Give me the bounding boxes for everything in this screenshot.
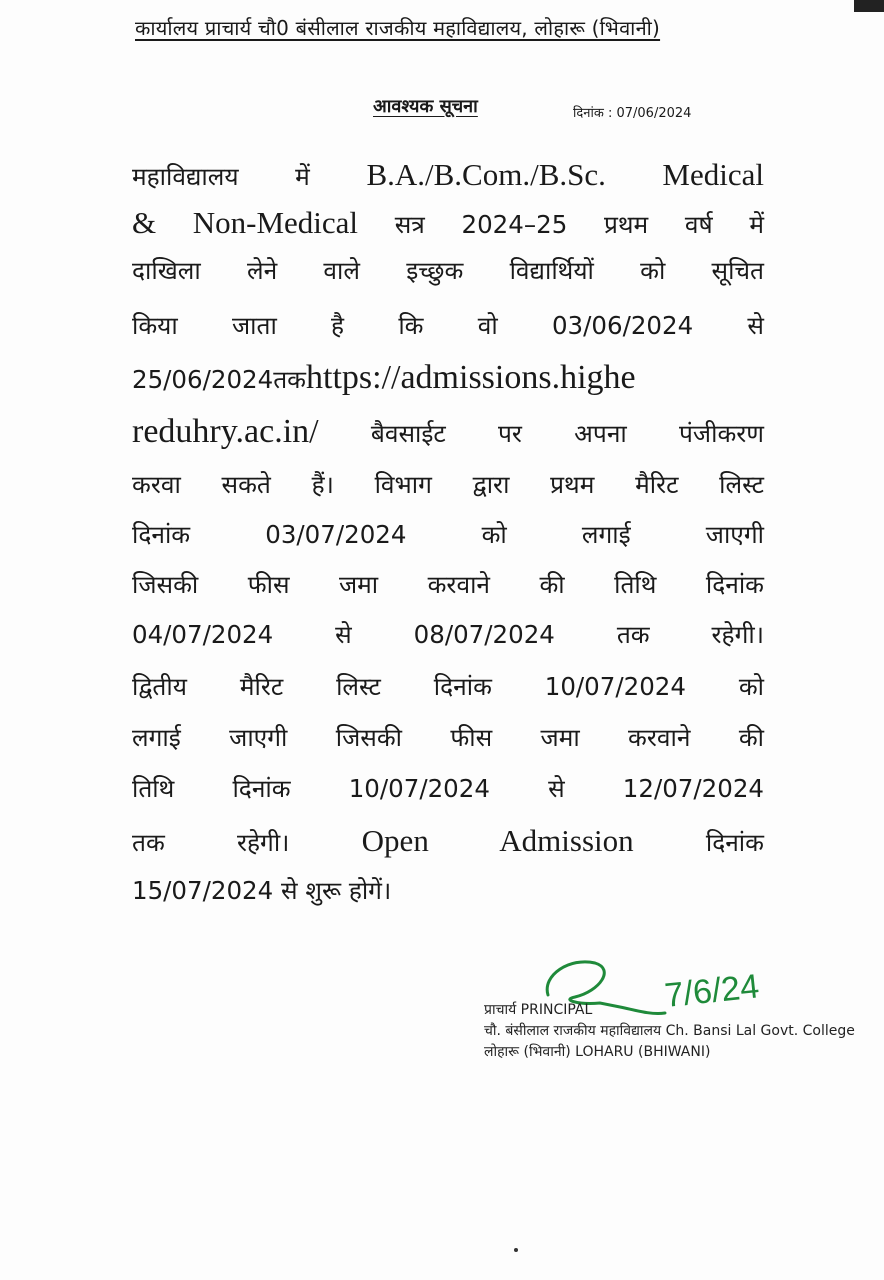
body-text-segment: 15/07/2024 से शुरू होगें।: [132, 876, 392, 905]
body-text-segment: दिनांक: [705, 828, 764, 857]
stamp-location: लोहारू (भिवानी) LOHARU (BHIWANI): [484, 1044, 711, 1060]
body-line: [132, 407, 764, 457]
body-text-segment: 04/07/2024 से 08/07/2024 तक रहेगी।: [132, 620, 764, 649]
signature-date: 7/6/24: [662, 967, 761, 1015]
body-line: [132, 353, 764, 403]
stamp-designation: प्राचार्य PRINCIPAL: [484, 1002, 593, 1018]
office-header: कार्यालय प्राचार्य चौ0 बंसीलाल राजकीय महाविद्यालय, लोहारू (भिवानी): [135, 16, 661, 40]
body-text-segment: 25/06/2024तक: [132, 365, 306, 394]
body-line: [132, 246, 764, 296]
admission-portal-link[interactable]: https://admissions.highe: [306, 359, 636, 396]
body-text-segment: दाखिला लेने वाले इच्छुक विद्यार्थियों को सूचित: [132, 256, 764, 285]
body-text-segment: द्वितीय मैरिट लिस्ट दिनांक 10/07/2024 को: [132, 672, 764, 701]
stamp-college: चौ. बंसीलाल राजकीय महाविद्यालय Ch. Bansi Lal Govt. College: [484, 1023, 855, 1039]
body-line: [132, 301, 764, 351]
body-line: [132, 150, 764, 200]
body-text-segment: दिनांक 03/07/2024 को लगाई जाएगी: [132, 520, 764, 549]
body-line: [132, 764, 764, 814]
body-text-segment: महाविद्यालय में: [132, 162, 310, 191]
body-line: [132, 510, 764, 560]
principal-stamp: [484, 1000, 855, 1063]
body-text-segment: करवा सकते हैं। विभाग द्वारा प्रथम मैरिट लिस्ट: [132, 470, 764, 499]
body-line: [132, 816, 764, 866]
course-list: B.A./B.Com./B.Sc. Medical: [366, 157, 764, 192]
notice-title: आवश्यक सूचना: [373, 96, 478, 117]
body-line: [132, 662, 764, 712]
body-line: [132, 198, 764, 248]
body-text-segment: तिथि दिनांक 10/07/2024 से 12/07/2024: [132, 774, 764, 803]
open-admission-text: Open Admission: [361, 823, 634, 858]
body-text-segment: तक रहेगी।: [132, 828, 290, 857]
body-line: [132, 610, 764, 660]
body-line: [132, 866, 764, 916]
body-line: [132, 560, 764, 610]
course-list-cont: & Non-Medical: [132, 205, 359, 240]
body-text-segment: जिसकी फीस जमा करवाने की तिथि दिनांक: [132, 570, 764, 599]
body-text-segment: बैवसाईट पर अपना पंजीकरण: [370, 419, 764, 448]
admission-portal-link-cont[interactable]: reduhry.ac.in/: [132, 413, 319, 450]
scan-speck: [514, 1248, 518, 1252]
body-line: [132, 460, 764, 510]
body-line: [132, 713, 764, 763]
notice-date: दिनांक : 07/06/2024: [573, 106, 692, 121]
body-text-segment: लगाई जाएगी जिसकी फीस जमा करवाने की: [132, 723, 764, 752]
scan-edge-mark: [854, 0, 884, 12]
body-text-segment: सत्र 2024–25 प्रथम वर्ष में: [394, 210, 765, 239]
body-text-segment: किया जाता है कि वो 03/06/2024 से: [132, 311, 764, 340]
